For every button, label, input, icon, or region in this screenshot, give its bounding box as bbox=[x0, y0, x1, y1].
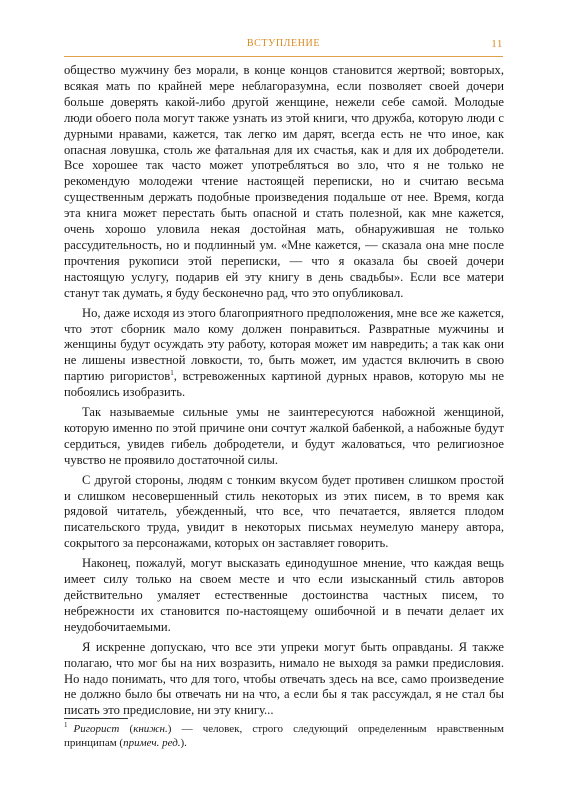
paragraph-3: Так называемые сильные умы не заинтересуются набожной женщиной, которую именно по этой причине они сочтут жалкой бабенкой, а набожные будут сердиться, увидев гибель добродетели, и будут жаловаться, что религиозное чувство не проявило достаточной силы. bbox=[64, 405, 504, 467]
header-rule bbox=[64, 56, 503, 57]
paragraph-2 bbox=[64, 306, 504, 401]
footnote-ref[interactable]: 1 bbox=[170, 369, 174, 378]
footnote-term: Ригорист bbox=[73, 723, 120, 735]
footnote-note: книжн. bbox=[133, 723, 168, 735]
footnote: $^1$ Ригорист (книжн.) — человек, строго следующий определенным нравственным принципам (примеч. ред.). bbox=[64, 721, 504, 749]
paragraph-2-text-a: Но, даже исходя из этого благоприятного предположения, мне все же кажется, что этот сборник мало кому должен понравиться. Развратные мужчины и женщины будут осуждать эту работу, которая может им навредить; а так как они не лишены известной ловкости, то, быть может, им удастся включить в свою партию ригористов bbox=[64, 305, 504, 384]
paragraph-4: С другой стороны, людям с тонким вкусом будет противен слишком простой и слишком несовершенный стиль некоторых из этих писем, в то время как рядовой читатель, убежденный, что все, что печатается, является плодом писательского труда, увидит в некоторых письмах неумелую манеру автора, сокрытого за персонажами, которых он заставляет говорить. bbox=[64, 472, 504, 551]
footnote-text: — человек, строго следующий определенным нравственным принципам ( bbox=[64, 723, 504, 749]
footnote-end: ). bbox=[180, 737, 187, 749]
paragraph-2-text-b: , встревоженных картиной дурных нравов, которую мы не побоялись изобразить. bbox=[64, 369, 504, 400]
footnote-number: 1 bbox=[64, 721, 68, 730]
paragraph-5: Наконец, пожалуй, могут высказать единодушное мнение, что каждая вещь имеет силу только на своем месте и что если изысканный стиль авторов действительно умаляет естественные достоинства частных писем, то небрежности их становится по-настоящему ошибочной и в печати делает их неудобочитаемыми. bbox=[64, 556, 504, 634]
main-text bbox=[64, 63, 504, 719]
section-title: ВСТУПЛЕНИЕ bbox=[246, 38, 321, 49]
running-head bbox=[64, 38, 503, 54]
paragraph-6: Я искренне допускаю, что все эти упреки могут быть оправданы. Я также полагаю, что мог бы на них возразить, нимало не выходя за рамки предисловия. Но надо понимать, что для того, чтобы отвечать здесь на все, само произведение не должно было бы отвечать ни на что, а если бы я так рассуждал, я не стал бы писать это предисловие, ни эту книгу... bbox=[64, 639, 504, 718]
page-number: 11 bbox=[491, 38, 503, 50]
footnote-rule bbox=[64, 718, 128, 719]
footnote-editor: примеч. ред. bbox=[123, 737, 181, 749]
paragraph-1: общество мужчину без морали, в конце концов становится жертвой; вовторых, всякая мать по крайней мере неблагоразумна, если позволяет своей дочери больше доверять какой-либо другой женщине, нежели себе самой. Молодые люди обоего пола могут также узнать из этой книги, что дружба, которую люди с дурными нравами, кажется, так легко им дарят, всегда есть не что иное, как опасная ловушка, столь же фатальная для их счастья, как и для их добродетели. Все хорошее так часто может употребляться во зло, что я не только не рекомендую молодежи чтение настоящей переписки, но и считаю весьма существенным держать подобные произведения подальше от нее. Время, когда эта книга может перестать быть опасной и стать полезной, как мне кажется, очень хорошо уловила некая достойная мать, обнаружившая не только рассудительность, но и подлинный ум. «Мне кажется, — сказала она мне после прочтения рукописи этой переписки, — что я оказала бы своей дочери настоящую услугу, подарив ей эту книгу в день свадьбы». Если все матери станут так думать, я буду бесконечно рад, что это опубликовал. bbox=[64, 63, 504, 300]
